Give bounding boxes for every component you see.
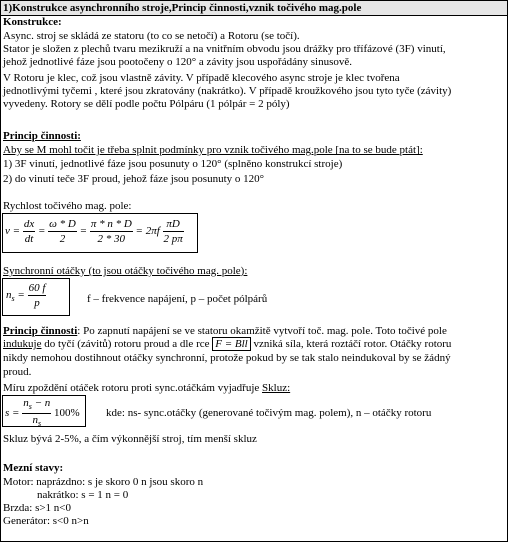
princip-intro: Aby se M mohl točit je třeba splnit podmínky pro vznik točivého mag.pole [na to se bude ptát]: [3, 144, 423, 156]
mezni-heading: Mezní stavy: [3, 462, 64, 474]
princip-item-2: 2) do vinutí teče 3F proud, jehož fáze jsou posunuty o 120° [3, 173, 265, 185]
formula-v: v [5, 225, 10, 238]
skluz-range: Skluz bývá 2-5%, a čím výkonnější stroj, tím menší skluz [3, 433, 257, 445]
konstrukce-line-4: V Rotoru je klec, což jsou vlastně závity. V případě klecového async stroje je klec tvořena [3, 72, 400, 84]
synchronni-label: Synchronní otáčky (to jsou otáčky točivého mag. pole): [3, 265, 248, 277]
fraction-dx-dt: $\frac{dx}{dt}$ [23, 218, 35, 245]
konstrukce-line-2: Stator je složen z plechů tvaru mezikruží a na vnitřním obvodu jsou drážky pro třífázové (3F) vinutí, [3, 43, 446, 55]
konstrukce-line-5: jednotlivými tyčemi , které jsou zkratovány (nakrátko). V případě kroužkového jsou tyto tyče (závity) [3, 85, 452, 97]
rychlost-formula: v = $\frac{dx}{dt}$ = $\frac{\omega * D}{2}$ = $\frac{\pi * n * D}{2 * 30}$ = 2πf $\frac{\pi D}{2 p\pi}$ [5, 218, 183, 245]
force-formula: F = Bll [212, 337, 250, 351]
konstrukce-line-6: vyvedeny. Rotory se dělí podle počtu Pólpáru (1 pólpár = 2 póly) [3, 98, 290, 110]
mezni-line-4: Generátor: s<0 n>n [3, 515, 89, 527]
mezni-line-3: Brzda: s>1 n<0 [3, 502, 72, 514]
synchronni-formula: $n_s$ = $\frac{60 f}{p}$ [6, 282, 46, 309]
princip2-line-4: proud. [3, 366, 32, 378]
mezni-line-1: Motor: naprázdno: s je skoro 0 n jsou skoro n [3, 476, 204, 488]
formula-2pif: = 2πf [135, 225, 160, 238]
konstrukce-line-3: jehož jednotlivé fáze jsou pootočeny o 120° a závity jsou uspořádány sinusově. [3, 56, 352, 68]
princip2-line-3: nikdy nemohou dostihnout otáčky synchronní, protože pokud by se tak stalo neindukoval by se žádný [3, 352, 451, 364]
fraction-omega-d: $\frac{\omega * D}{2}$ [49, 218, 76, 245]
fraction-pid: $\frac{\pi D}{2 p\pi}$ [163, 218, 183, 245]
formula-eq: = [12, 225, 21, 238]
princip2-label: Princip činnosti [3, 325, 78, 337]
skluz-note: kde: ns- sync.otáčky (generované točivým mag. polem), n – otáčky rotoru [106, 407, 432, 419]
skluz-formula: s = $\frac{n_s - n}{n_s}$ 100% [5, 397, 80, 429]
induk-term: indukuje [3, 338, 42, 350]
fraction-pi-n-d: $\frac{\pi * n * D}{2 * 30}$ [90, 218, 132, 245]
princip-item-1: 1) 3F vinutí, jednotlivé fáze jsou posunuty o 120° (splněno konstrukcí stroje) [3, 158, 343, 170]
mezni-line-2: nakrátko: s = 1 n = 0 [37, 489, 129, 501]
princip-heading: Princip činnosti: [3, 130, 81, 142]
skluz-term: Skluz: [262, 382, 291, 394]
skluz-intro: Míru zpoždění otáček rotoru proti sync.otáčkám vyjadřuje [3, 382, 263, 394]
rychlost-label: Rychlost točivého mag. pole: [3, 200, 132, 212]
document-title: 1)Konstrukce asynchronního stroje,Princip činnosti,vznik točivého mag.pole [3, 2, 362, 14]
fraction-skluz: $\frac{n_s - n}{n_s}$ [23, 397, 51, 429]
princip2-line-2: indukuje do tyčí (závitů) rotoru proud a dle rce F = Bll vzniká síla, která roztáčí rotor. Otáčky rotoru [3, 338, 452, 350]
konstrukce-heading: Konstrukce: [3, 16, 62, 28]
skluz-intro-line [3, 382, 290, 395]
fraction-60f-p: $\frac{60 f}{p}$ [28, 282, 46, 309]
synchronni-note: f – frekvence napájení, p – počet pólpárů [87, 293, 268, 305]
princip2-line-1: Princip činnosti: Po zapnutí napájení se ve statoru okamžitě vytvoří toč. mag. pole. Toto točivé pole [3, 325, 447, 337]
konstrukce-line-1: Async. stroj se skládá ze statoru (to co se netočí) a Rotoru (se točí). [3, 30, 300, 42]
